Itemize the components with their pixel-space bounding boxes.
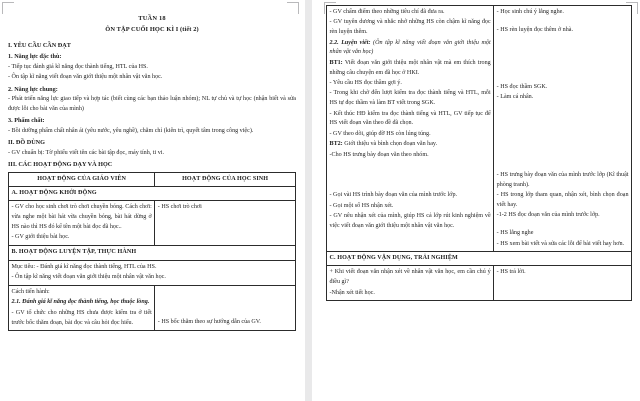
paragraph: - Bồi dưỡng phẩm chất nhân ái (yêu nước, yêu nghề), chăm chỉ (kiên trì, quyết tâm trong công việc).	[8, 127, 254, 134]
paragraph: - Gọi một số HS nhận xét.	[329, 202, 394, 209]
table-header-row	[9, 173, 296, 187]
paragraph: - GV chấm điểm theo những tiêu chí đã đưa ra.	[329, 9, 445, 15]
spacer	[330, 161, 491, 191]
table-row	[9, 245, 296, 260]
spacer	[497, 133, 629, 163]
paragraph: Mục tiêu: - Đánh giá kĩ năng đọc thành tiếng, HTL của HS.	[11, 263, 157, 270]
cell-teacher-activity-d	[327, 266, 494, 301]
spacer	[497, 18, 629, 25]
page-left	[0, 0, 302, 401]
paragraph: - Yêu cầu HS đọc thầm gợi ý.	[329, 80, 402, 87]
cell-teacher-activity-b	[9, 285, 155, 330]
table-row	[9, 260, 296, 285]
paragraph: - Kết thúc HĐ kiểm tra đọc thành tiếng và HTL, GV tiếp tục để HS viết đoạn văn theo đề đã chọn.	[329, 110, 491, 127]
section-heading-i: I. YÊU CẦU CẦN ĐẠT	[8, 41, 71, 49]
crop-mark-top-right	[287, 2, 299, 14]
cell-goal-b	[9, 260, 296, 285]
table-row	[327, 266, 632, 301]
table-row	[9, 200, 296, 245]
paragraph: - GV tổ chức cho những HS chưa được kiểm tra ở tiết trước bốc thăm đoạn, bài đọc và câu hỏi đọc hiểu.	[11, 309, 152, 326]
page-subtitle: ÔN TẬP CUỐI HỌC KÌ I (tiết 2)	[105, 26, 199, 34]
spacer	[497, 103, 629, 133]
paragraph: - HS rèn luyện đọc thêm ở nhà.	[496, 26, 574, 33]
spacer	[158, 287, 293, 317]
section-heading-iii: III. CÁC HOẠT ĐỘNG DẠY VÀ HỌC	[8, 161, 113, 169]
cell-student-activity-a	[155, 200, 296, 245]
paragraph: Cách tiến hành:	[11, 288, 50, 295]
paragraph: - GV theo dõi, giúp đỡ HS còn lúng túng.	[329, 130, 431, 137]
label-luyen-viet: 2.2. Luyện viết:	[329, 39, 371, 46]
paragraph-subheading-22	[330, 39, 491, 59]
paragraph: - GV nêu nhận xét của mình, giúp HS cả lớp rút kinh nghiệm về việc viết đoạn văn giới thiệu một nhân vật văn học.	[329, 213, 491, 229]
text-bt1: Viết đoạn văn giới thiệu một nhân vật mà em thích trong những câu chuyện em đã học ở HKI.	[329, 59, 491, 76]
paragraph: - Làm cá nhân.	[496, 94, 534, 101]
page-title: TUẦN 18	[138, 15, 166, 22]
paragraph-bt1	[330, 59, 491, 79]
paragraph: - Tiếp tục đánh giá kĩ năng đọc thành tiếng, HTL của HS.	[8, 63, 148, 70]
cell-student-activity-b	[155, 285, 296, 330]
paragraph: - HS xem bài viết và sửa các lỗi để bài viết hay hơn.	[496, 240, 625, 247]
paragraph: - GV chuẩn bị: Tờ phiếu viết tên các bài tập đọc, máy tính, ti vi.	[8, 149, 164, 156]
activity-table-right	[326, 5, 632, 301]
section-heading-ii: II. ĐỒ DÙNG	[8, 139, 45, 147]
paragraph: - HS trả lời.	[496, 269, 526, 276]
table-row	[327, 252, 632, 266]
table-row	[9, 187, 296, 201]
page-left-content	[8, 14, 296, 331]
paragraph: - HS chơi trò chơi	[157, 203, 202, 210]
spacer	[497, 222, 629, 229]
page-right	[320, 0, 640, 401]
cell-student-activity-c	[494, 6, 632, 252]
spacer	[497, 66, 629, 82]
label-bt2: BT2:	[329, 141, 343, 148]
page-gutter	[302, 0, 320, 401]
spacer	[497, 36, 629, 66]
paragraph: - HS lắng nghe	[496, 230, 534, 237]
crop-mark-top-left	[2, 2, 14, 14]
paragraph: - HS đọc thầm SGK.	[496, 83, 548, 90]
paragraph: - Phát triển năng lực giao tiếp và hợp tác (biết cùng các bạn thảo luận nhóm); NL tự chủ và tự học (nhận biết và sửa được lỗi cho bài văn của mình)	[8, 96, 296, 112]
cell-student-activity-d	[494, 266, 632, 301]
cell-teacher-activity-c	[327, 6, 494, 252]
paragraph: -Cho HS trưng bày đoạn văn theo nhóm.	[329, 151, 429, 158]
paragraph-bt2	[330, 140, 491, 150]
paragraph: - Ôn tập kĩ năng viết đoạn văn giới thiệu một nhân vật văn học.	[11, 274, 166, 281]
paragraph: + Khi viết đoạn văn nhận xét về nhân vật văn học, em cần chú ý điều gì?	[329, 269, 491, 286]
table-row	[9, 285, 296, 330]
section-band-a: A. HOẠT ĐỘNG KHỞI ĐỘNG	[9, 187, 296, 201]
paragraph: - GV giới thiệu bài học.	[11, 233, 70, 240]
paragraph: -Nhận xét tiết học.	[329, 289, 375, 296]
section-band-b	[9, 245, 296, 260]
paragraph: - HS trong lớp tham quan, nhận xét, bình chọn đoạn viết hay.	[496, 192, 629, 209]
page-right-content	[326, 5, 632, 301]
subheading-nang-luc-dac-thu: 1. Năng lực đặc thù:	[8, 53, 62, 61]
paragraph: - Ôn tập kĩ năng viết đoạn văn giới thiệu một nhân vật văn học.	[8, 74, 163, 81]
paragraph: - Gọi vài HS trình bày đoạn văn của mình trước lớp.	[329, 192, 458, 199]
paragraph: - HS bốc thăm theo sự hướng dẫn của GV.	[157, 318, 261, 325]
paragraph: - Học sinh chú ý lắng nghe.	[496, 9, 564, 15]
cell-teacher-activity-a	[9, 200, 155, 245]
paragraph-subheading-21: 2.1. Đánh giá kĩ năng đọc thành tiếng, học thuộc lòng.	[11, 299, 150, 306]
column-header-teacher: HOẠT ĐỘNG CỦA GIÁO VIÊN	[9, 173, 155, 187]
paragraph: - HS trưng bày đoạn văn của mình trước lớp (Kĩ thuật phòng tranh).	[496, 171, 629, 188]
paragraph: - Trong khi chờ đến lượt kiểm tra đọc thành tiếng và HTL, mỗi HS tự đọc thầm và làm BT viết trong SGK.	[329, 90, 491, 107]
label-bt1: BT1:	[329, 59, 343, 66]
note-luyen-viet: (Ôn tập kĩ năng viết đoạn văn giới thiệu một nhân vật văn học)	[329, 39, 491, 56]
column-header-student: HOẠT ĐỘNG CỦA HỌC SINH	[155, 173, 296, 187]
section-band-b-label: B. HOẠT ĐỘNG LUYỆN TẬP, THỰC HÀNH	[11, 248, 137, 255]
text-bt2: Giới thiệu và bình chọn đoạn văn hay.	[344, 141, 438, 148]
subheading-nang-luc-chung: 2. Năng lực chung:	[8, 85, 58, 93]
section-band-c: C. HOẠT ĐỘNG VẬN DỤNG, TRẢI NGHIỆM	[327, 252, 632, 266]
paragraph: -1-2 HS đọc đoạn văn của mình trước lớp.	[496, 212, 600, 219]
paragraph: - GV cho học sinh chơi trò chơi chuyền bóng. Cách chơi: vừa nghe một bài hát vừa chuyền bóng, bài hát dừng ở HS nào thì HS đó kể tên một bài đọc đã học..	[11, 203, 152, 230]
spacer	[497, 163, 629, 170]
table-row	[327, 6, 632, 252]
paragraph: - GV tuyên dương và nhắc nhở những HS còn chậm kĩ năng đọc rèn luyện thêm.	[329, 19, 491, 36]
activity-table-left	[8, 172, 296, 331]
subheading-pham-chat: 3. Phẩm chất:	[8, 117, 45, 125]
